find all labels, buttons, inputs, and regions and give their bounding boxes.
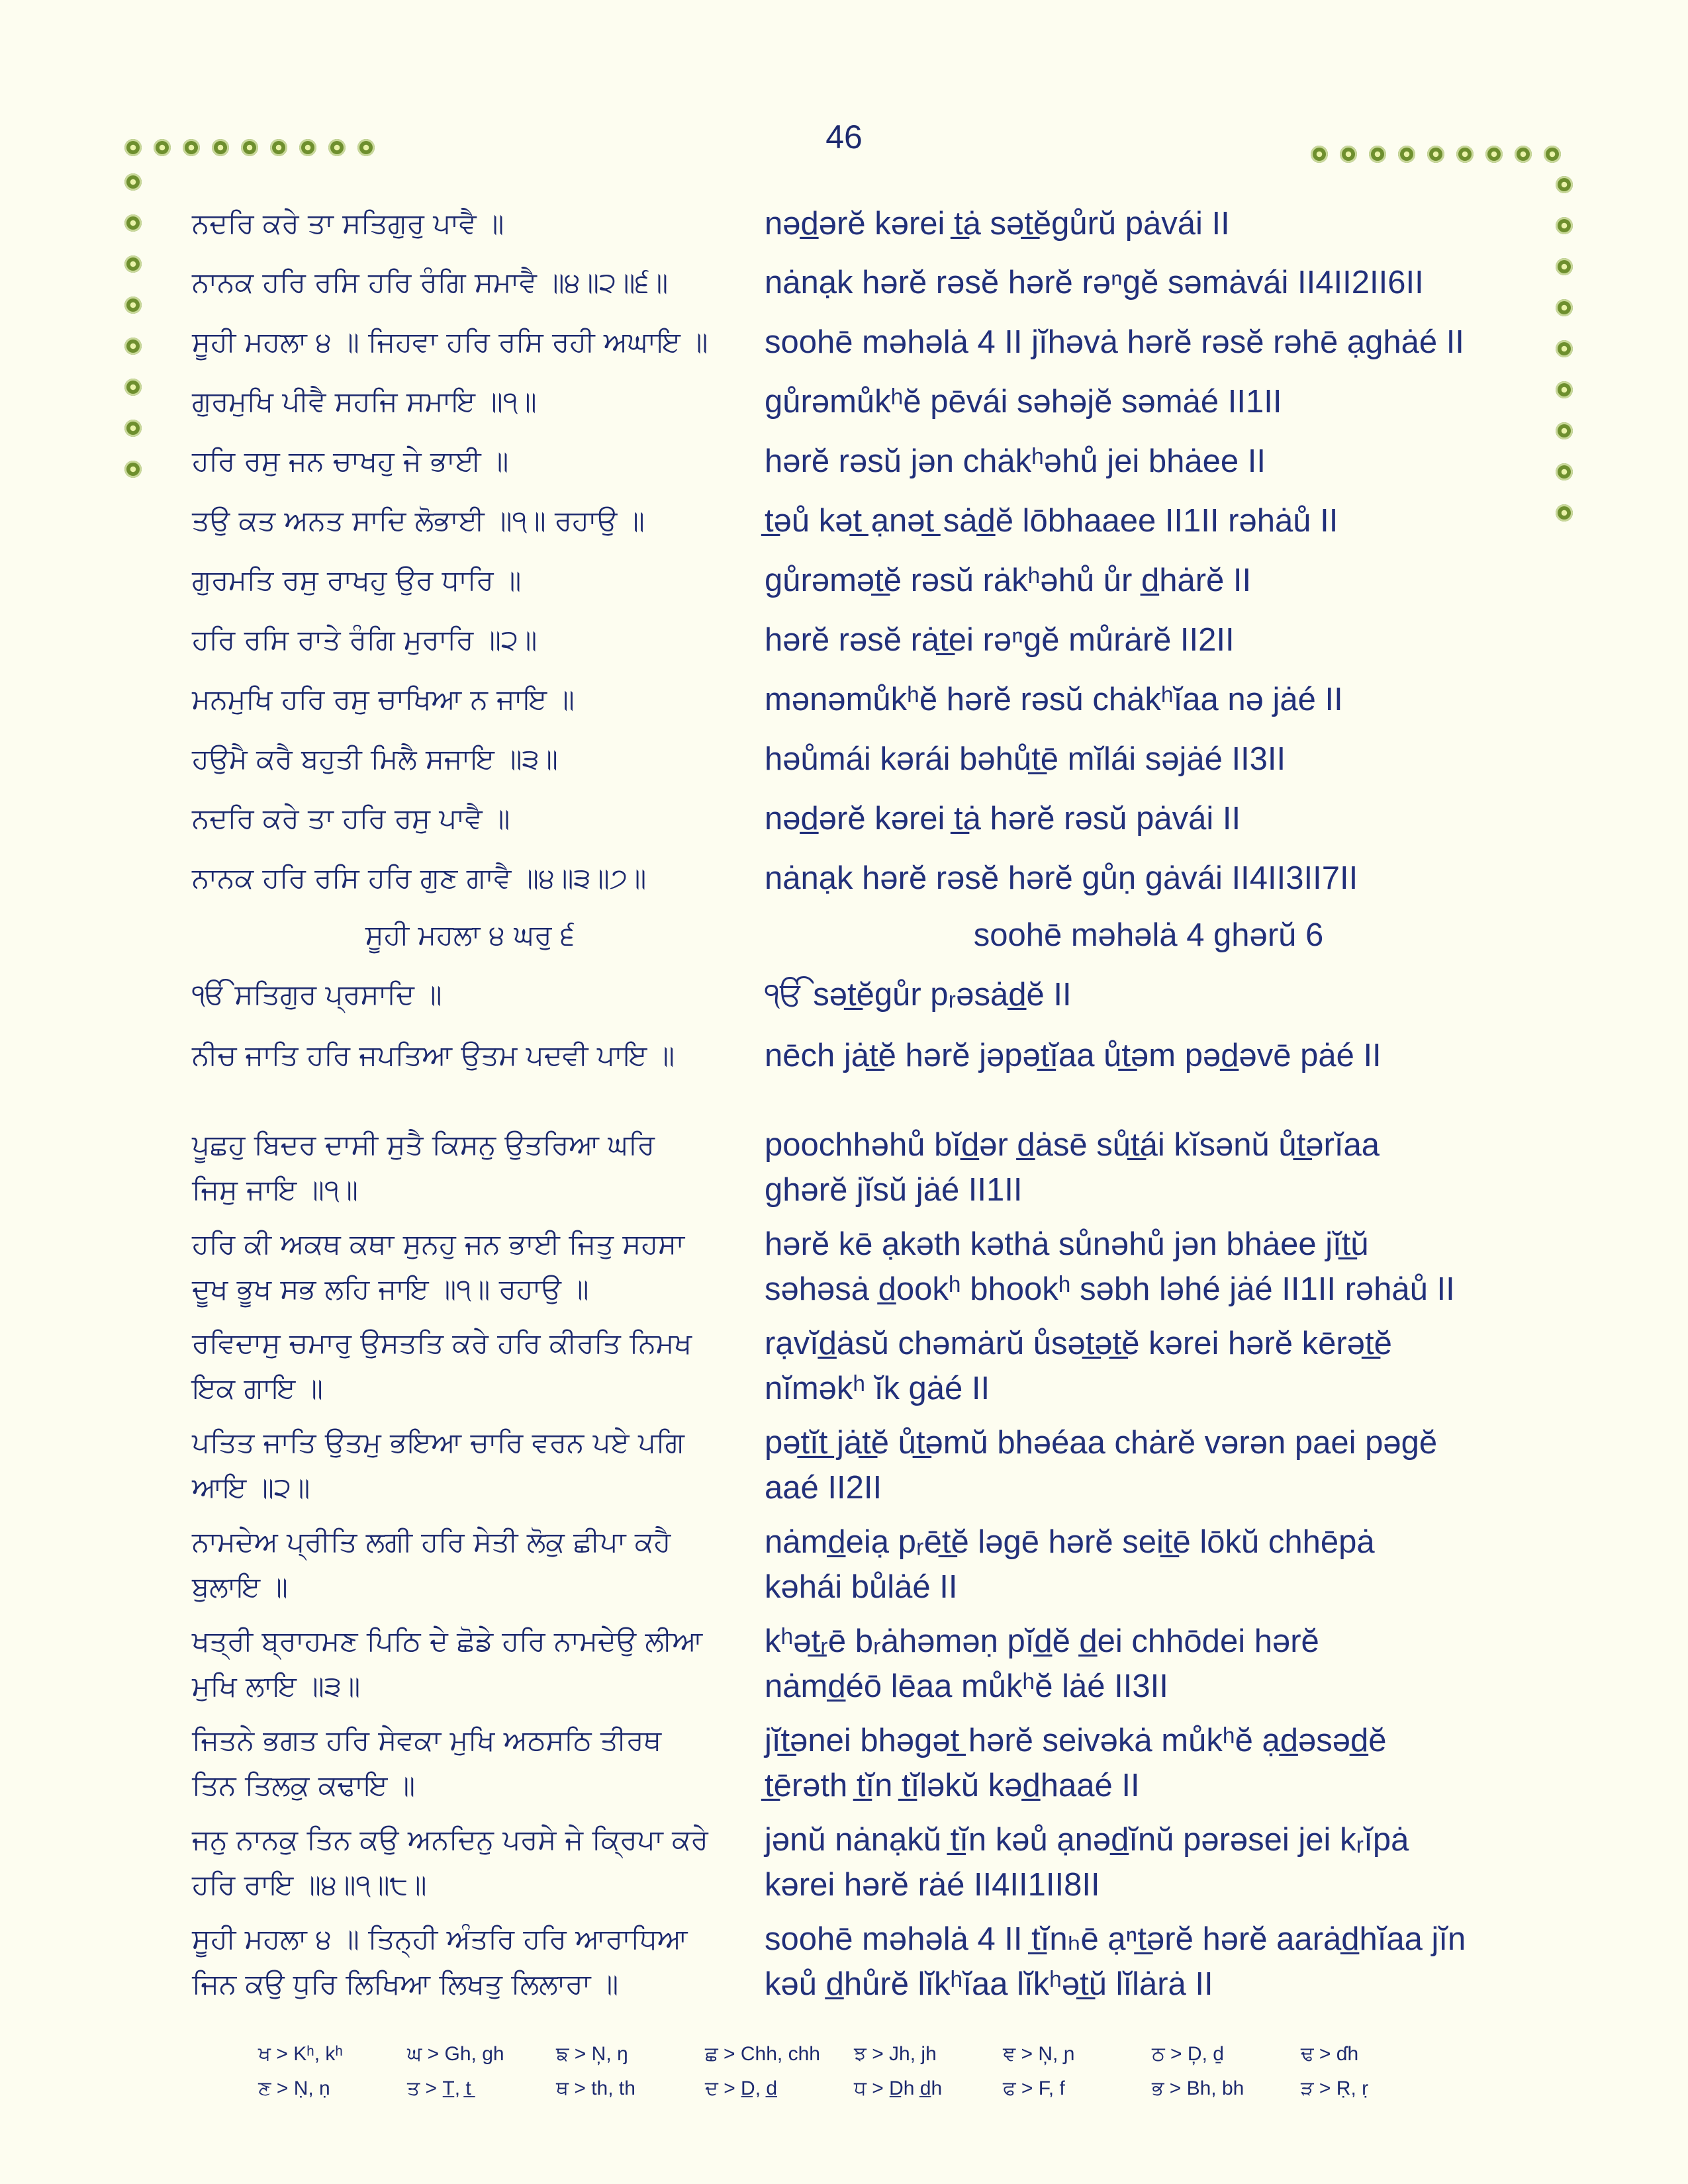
transliteration-line: hərĕ rəsŭ jən chȧkʰəhů jei bhȧee II (765, 443, 1266, 479)
gurmukhi-line: ਪਤਿਤ ਜਾਤਿ ਉਤਮੁ ਭਇਆ ਚਾਰਿ ਵਰਨ ਪਏ ਪਗਿ (192, 1426, 684, 1459)
gurmukhi-line: ਹਰਿ ਕੀ ਅਕਥ ਕਥਾ ਸੁਨਹੁ ਜਨ ਭਾਈ ਜਿਤੁ ਸਹਸਾ (192, 1228, 685, 1260)
transliteration-line: pət̲ĭt̲ jȧt̲ĕ ůt̲əmŭ bhəéaa chȧrĕ vərən paei pəgĕ (765, 1425, 1438, 1461)
gurmukhi-line: ਗੁਰਮੁਖਿ ਪੀਵੈ ਸਹਜਿ ਸਮਾਇ ॥੧॥ (192, 385, 537, 418)
gurmukhi-heading: ਸੂਹੀ ਮਹਲਾ ੪ ਘਰੁ ੬ (365, 919, 575, 951)
transliteration-line: səhəsȧ d̲ookʰ bhookʰ səbh ləhé jȧé II1II rəhȧů II (765, 1271, 1455, 1307)
transliteration-line: hərĕ kē ạkəth kəthȧ sůnəhů jən bhȧee jĭt̲ŭ (765, 1226, 1369, 1262)
transliteration-heading: soohē məhəlȧ 4 ghərŭ 6 (973, 917, 1324, 953)
gurmukhi-line: ਨਾਨਕ ਹਰਿ ਰਸਿ ਹਰਿ ਰੰਗਿ ਸਮਾਵੈ ॥੪॥੨॥੬॥ (192, 266, 669, 298)
gurmukhi-line: ਮੁਖਿ ਲਾਇ ॥੩॥ (192, 1670, 361, 1702)
legend-entry: ਠ > D̦, ḏ (1152, 2043, 1224, 2065)
transliteration-line: kərei hərĕ rȧé II4II1II8II (765, 1867, 1100, 1903)
transliteration-line: nəd̲ərĕ kərei t̲ȧ hərĕ rəsŭ pȧvái II (765, 801, 1241, 837)
legend-entry: ਤ > T̲, t̲ (407, 2077, 471, 2099)
transliteration-line: kəhái bůlȧé II (765, 1569, 958, 1605)
transliteration-line: gůrəmət̲ĕ rəsŭ rȧkʰəhů ůr d̲hȧrĕ II (765, 563, 1252, 598)
gurmukhi-line: ਮਨਮੁਖਿ ਹਰਿ ਰਸੁ ਚਾਖਿਆ ਨ ਜਾਇ ॥ (192, 683, 575, 715)
transliteration-line: hərĕ rəsĕ rȧt̲ei rəⁿgĕ můrȧrĕ II2II (765, 622, 1235, 658)
legend-entry: ਧ > D̲h d̲h (854, 2077, 943, 2099)
transliteration-line: t̲əů kət̲ ạnət̲ sȧd̲ĕ lōbhaaee II1II rəhȧů II (765, 503, 1338, 539)
gurmukhi-line: ਆਇ ॥੨॥ (192, 1471, 310, 1504)
gurmukhi-line: ਹਰਿ ਰਸਿ ਰਾਤੇ ਰੰਗਿ ਮੁਰਾਰਿ ॥੨॥ (192, 623, 538, 656)
transliteration-line: nȧnạk hərĕ rəsĕ hərĕ gůṇ gȧvái II4II3II7II (765, 860, 1358, 896)
legend-entry: ਘ > Gh, gh (407, 2043, 504, 2065)
gurmukhi-line: ਜਿਸੁ ਜਾਇ ॥੧॥ (192, 1173, 358, 1206)
transliteration-line: kʰət̲ᵣē bᵣȧhəməṇ pĭd̲ĕ d̲ei chhōdei hərĕ (765, 1623, 1319, 1659)
transliteration-line: kəů d̲hůrĕ lĭkʰĭaa lĭkʰət̲ŭ lĭlȧrȧ II (765, 1966, 1213, 2002)
gurmukhi-line: ਜਿਤਨੇ ਭਗਤ ਹਰਿ ਸੇਵਕਾ ਮੁਖਿ ਅਠਸਠਿ ਤੀਰਥ (192, 1724, 662, 1756)
legend-entry: ਣ > Ṇ, ṇ (258, 2077, 330, 2099)
transliteration-line: nēch jȧt̲ĕ hərĕ jəpət̲ĭaa ůt̲əm pəd̲əvē pȧé II (765, 1038, 1382, 1073)
gurmukhi-line: ਹਉਮੈ ਕਰੈ ਬਹੁਤੀ ਮਿਲੈ ਸਜਾਇ ॥੩॥ (192, 743, 558, 775)
gurmukhi-line: ਦੂਖ ਭੂਖ ਸਭ ਲਹਿ ਜਾਇ ॥੧॥ ਰਹਾਉ ॥ (192, 1273, 589, 1305)
gurmukhi-line: ਗੁਰਮਤਿ ਰਸੁ ਰਾਖਹੁ ਉਰ ਧਾਰਿ ॥ (192, 564, 522, 596)
transliteration-line: həůmái kərái bəhůt̲ē mĭlái səjȧé II3II (765, 741, 1286, 777)
transliteration-line: nəd̲ərĕ kərei t̲ȧ sət̲ĕgůrŭ pȧvái II (765, 206, 1230, 242)
legend-entry: ਙ > N̦, ŋ (556, 2043, 628, 2065)
gurmukhi-line: ਤਿਨ ਤਿਲਕੁ ਕਢਾਇ ॥ (192, 1769, 416, 1801)
legend-entry: ਫ > F, f (1003, 2077, 1065, 2099)
transliteration-line: ghərĕ jĭsŭ jȧé II1II (765, 1172, 1023, 1208)
transliteration-line: ੴ sət̲ĕgůr pᵣəsȧd̲ĕ II (765, 977, 1072, 1013)
gurmukhi-line: ਤਉ ਕਤ ਅਨਤ ਸਾਦਿ ਲੋਭਾਈ ॥੧॥ ਰਹਾਉ ॥ (192, 504, 645, 537)
legend-entry: ਛ > Chh, chh (705, 2043, 820, 2065)
transliteration-line: soohē məhəlȧ 4 II jĭhəvȧ hərĕ rəsĕ rəhē ạghȧé II (765, 324, 1464, 360)
legend-entry: ਖ > Kʰ, kʰ (258, 2043, 343, 2065)
gurmukhi-line: ਨੀਚ ਜਾਤਿ ਹਰਿ ਜਪਤਿਆ ਉਤਮ ਪਦਵੀ ਪਾਇ ॥ (192, 1039, 675, 1071)
legend-row (258, 2071, 1450, 2106)
transliteration-line: rạvĭd̲ȧsŭ chəmȧrŭ ůsət̲ət̲ĕ kərei hərĕ kērət̲ĕ (765, 1326, 1392, 1361)
legend-entry: ੜ > Ṛ, ṛ (1301, 2077, 1369, 2099)
transliteration-line: nȧmd̲eiạ pᵣēt̲ĕ ləgē hərĕ seit̲ē lōkŭ chhēpȧ (765, 1524, 1375, 1560)
gurmukhi-line: ਹਰਿ ਰਾਇ ॥੪॥੧॥੮॥ (192, 1868, 427, 1901)
legend-entry: ਭ > Bh, bh (1152, 2077, 1244, 2099)
transliteration-line: soohē məhəlȧ 4 II t̲ĭnₕē ạⁿt̲ərĕ hərĕ aarȧd̲hĭaa jĭn (765, 1921, 1466, 1957)
gurmukhi-line: ਹਰਿ ਰਸੁ ਜਨ ਚਾਖਹੁ ਜੇ ਭਾਈ ॥ (192, 445, 509, 477)
gurmukhi-line: ਰਵਿਦਾਸੁ ਚਮਾਰੁ ਉਸਤਤਿ ਕਰੇ ਹਰਿ ਕੀਰਤਿ ਨਿਮਖ (192, 1327, 692, 1359)
transliteration-line: aaé II2II (765, 1470, 882, 1506)
transliteration-line: gůrəmůkʰĕ pēvái səhəjĕ səmȧé II1II (765, 384, 1282, 420)
page-number: 46 (825, 118, 863, 156)
gurmukhi-line: ਖਤ੍ਰੀ ਬ੍ਰਾਹਮਣ ਪਿਠਿ ਦੇ ਛੋਡੇ ਹਰਿ ਨਾਮਦੇਉ ਲੀਆ (192, 1625, 703, 1657)
legend-row (258, 2037, 1450, 2071)
transliteration-line: poochhəhů bĭd̲ər d̲ȧsē sůt̲ái kĭsənŭ ůt̲ərĭaa (765, 1127, 1380, 1163)
legend-entry: ਦ > D̲, d̲ (705, 2077, 778, 2099)
gurmukhi-line: ਜਿਨ ਕਉ ਧੁਰਿ ਲਿਖਿਆ ਲਿਖਤੁ ਲਿਲਾਰਾ ॥ (192, 1968, 619, 2000)
gurmukhi-line: ਜਨੁ ਨਾਨਕੁ ਤਿਨ ਕਉ ਅਨਦਿਨੁ ਪਰਸੇ ਜੇ ਕ੍ਰਿਪਾ ਕਰੇ (192, 1823, 708, 1856)
legend-entry: ਥ > th, th (556, 2077, 635, 2099)
gurmukhi-line: ਨਦਰਿ ਕਰੇ ਤਾ ਸਤਿਗੁਰੁ ਪਾਵੈ ॥ (192, 207, 504, 240)
transliteration-line: nȧnạk hərĕ rəsĕ hərĕ rəⁿgĕ səmȧvái II4II2II6II (765, 265, 1424, 300)
gurmukhi-line: ਨਦਰਿ ਕਰੇ ਤਾ ਹਰਿ ਰਸੁ ਪਾਵੈ ॥ (192, 802, 510, 835)
transliteration-line: mənəmůkʰĕ hərĕ rəsŭ chȧkʰĭaa nə jȧé II (765, 682, 1343, 717)
gurmukhi-line: ਨਾਨਕ ਹਰਿ ਰਸਿ ਹਰਿ ਗੁਣ ਗਾਵੈ ॥੪॥੩॥੭॥ (192, 862, 647, 894)
legend-entry: ਞ > N̦, ɲ (1003, 2043, 1075, 2065)
legend-entry: ਝ > Jh, jh (854, 2043, 937, 2065)
transliteration-line: nĭməkʰ ĭk gȧé II (765, 1371, 990, 1406)
transliteration-legend (258, 2037, 1450, 2106)
gurmukhi-line: ੴ ਸਤਿਗੁਰ ਪ੍ਰਸਾਦਿ ॥ (192, 978, 442, 1011)
gurmukhi-line: ਸੂਹੀ ਮਹਲਾ ੪ ॥ ਤਿਨ੍ਹੀ ਅੰਤਰਿ ਹਰਿ ਆਰਾਧਿਆ (192, 1923, 688, 1955)
transliteration-line: t̲ērəth t̲ĭn t̲ĭləkŭ kəd̲haaé II (765, 1768, 1140, 1803)
gurmukhi-line: ਬੁਲਾਇ ॥ (192, 1570, 288, 1603)
transliteration-line: jənŭ nȧnạkŭ t̲ĭn kəů ạnəd̲ĭnŭ pərəsei jei kᵣĭpȧ (765, 1822, 1409, 1858)
gurmukhi-line: ਇਕ ਗਾਇ ॥ (192, 1372, 323, 1404)
gurmukhi-line: ਸੂਹੀ ਮਹਲਾ ੪ ॥ ਜਿਹਵਾ ਹਰਿ ਰਸਿ ਰਹੀ ਅਘਾਇ ॥ (192, 326, 708, 358)
gurmukhi-line: ਨਾਮਦੇਅ ਪ੍ਰੀਤਿ ਲਗੀ ਹਰਿ ਸੇਤੀ ਲੋਕੁ ਛੀਪਾ ਕਹੈ (192, 1525, 671, 1558)
gurmukhi-line: ਪੂਛਹੁ ਬਿਦਰ ਦਾਸੀ ਸੁਤੈ ਕਿਸਨੁ ਉਤਰਿਆ ਘਰਿ (192, 1128, 655, 1161)
legend-entry: ਢ > ɗh (1301, 2043, 1359, 2065)
transliteration-line: jĭt̲ənei bhəgət̲ hərĕ seivəkȧ můkʰĕ ạd̲əsəd̲ĕ (765, 1723, 1387, 1758)
transliteration-line: nȧmd̲éō lēaa můkʰĕ lȧé II3II (765, 1668, 1168, 1704)
